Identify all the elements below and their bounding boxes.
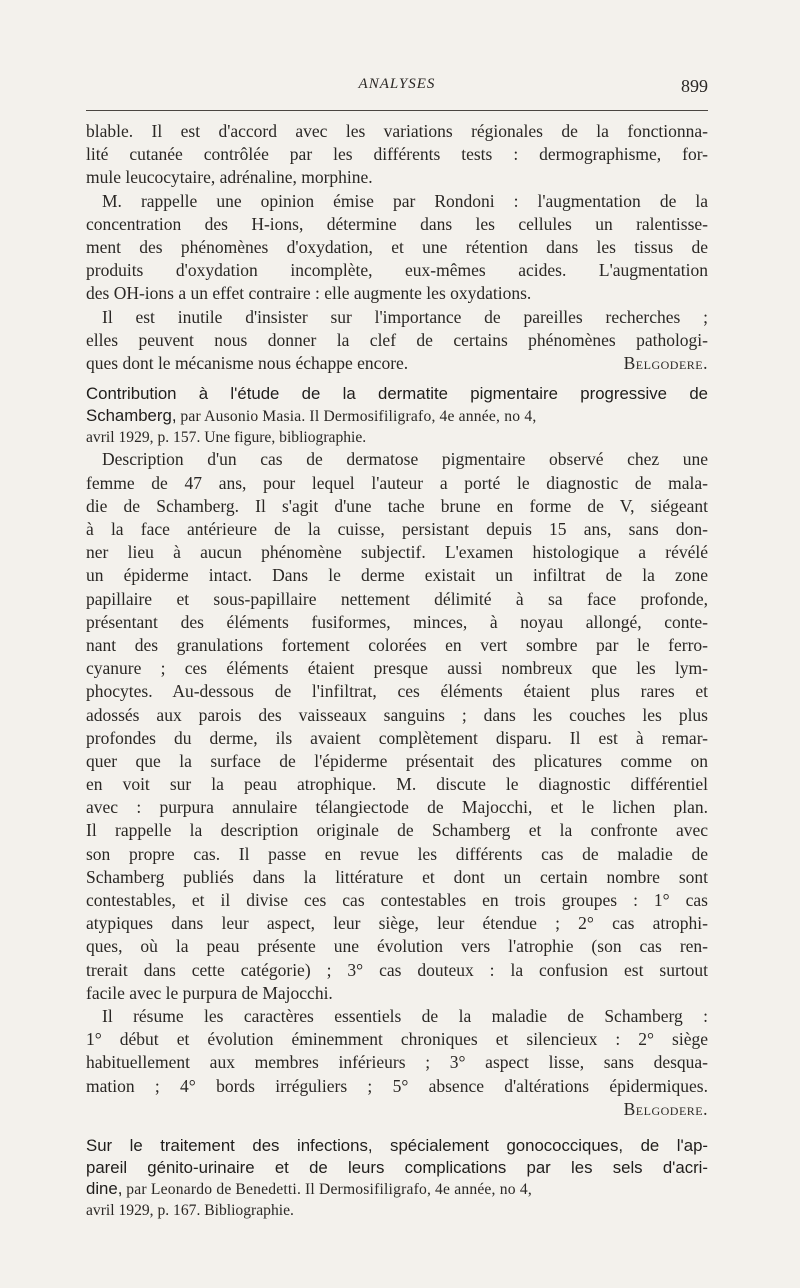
author-signature: Belgodere. [623, 1098, 708, 1119]
text-line: Il est inutile d'insister sur l'importance de pareilles recherches ; [102, 306, 708, 327]
text-line: blable. Il est d'accord avec les variations régionales de la fonctionna- [86, 121, 708, 141]
citation-journal: Il Dermosifiligrafo, [304, 1181, 432, 1199]
page-number: 899 [681, 76, 708, 96]
page-header [86, 76, 708, 102]
citation-line [86, 1178, 708, 1200]
text-line: M. rappelle une opinion émise par Rondoni : l'augmentation de la [102, 190, 708, 211]
citation-journal: Il Dermosifiligrafo, [309, 407, 436, 425]
text-line: die de Schamberg. Il s'agit d'une tache brune en forme de V, siégeant [86, 495, 708, 516]
citation-issue: 4e année, no 4, [439, 407, 537, 425]
text-line: Il rappelle la description originale de Schamberg et la confronte avec [86, 820, 708, 841]
article-title: Contribution à l'étude de la dermatite pigmentaire progressive de [86, 384, 708, 404]
text-line: des OH-ions a un effet contraire : elle augmente les oxydations. [86, 283, 532, 304]
text-line: mule leucocytaire, adrénaline, morphine. [86, 167, 373, 188]
text-line: trerait dans cette catégorie) ; 3° cas douteux : la confusion est surtout [86, 959, 708, 980]
text-line: concentration des H-ions, détermine dans les cellules un ralentisse- [86, 213, 708, 234]
page-body [86, 120, 708, 1222]
citation-issue: 4e année, no 4, [434, 1181, 532, 1199]
text-line: à la face antérieure de la cuisse, persistant depuis 15 ans, sans don- [86, 519, 708, 540]
text-line: présentant des éléments fusiformes, minces, à noyau allongé, conte- [86, 611, 708, 632]
text-line: facile avec le purpura de Majocchi. [86, 982, 333, 1003]
running-head: ANALYSES [358, 76, 436, 92]
article-title: dine, [86, 1179, 123, 1199]
text-line: atypiques dans leur aspect, leur siège, leur étendue ; 2° cas atrophi- [86, 913, 708, 934]
text-line: avec : purpura annulaire télangiectode de Majocchi, et le lichen plan. [86, 797, 708, 818]
text-line: 1° début et évolution éminemment chroniques et silencieux : 2° siège [86, 1029, 708, 1050]
text-line: Il résume les caractères essentiels de la maladie de Schamberg : [102, 1005, 708, 1026]
signature-line [86, 1098, 708, 1121]
article-schamberg [86, 383, 708, 1121]
header-rule [86, 110, 708, 111]
text-line: contestables, et il divise ces cas contestables en trois groupes : 1° cas [86, 890, 708, 911]
article-title: pareil génito-urinaire et de leurs complications par les sels d'acri- [86, 1157, 708, 1177]
text-line: papillaire et sous-papillaire nettement délimité à sa face profonde, [86, 588, 708, 609]
text-line: nant des granulations fortement colorées en vert sombre par le ferro- [86, 634, 708, 655]
article-title: Schamberg, [86, 405, 177, 425]
text-line: produits d'oxydation incomplète, eux-mêmes acides. L'augmentation [86, 260, 708, 281]
text-line: ner lieu à aucun phénomène subjectif. L'examen histologique a révélé [86, 542, 708, 563]
citation-author: Benedetti. [235, 1181, 302, 1199]
text-line: profondes du derme, ils avaient complètement disparu. Il est à remar- [86, 727, 708, 748]
citation-line: avril 1929, p. 157. Une figure, bibliographie. [86, 428, 367, 446]
text-line-with-signature [86, 352, 708, 375]
text-line: un épiderme intact. Dans le derme existait un infiltrat de la zone [86, 565, 708, 586]
text-line: Description d'un cas de dermatose pigmentaire observé chez une [102, 449, 708, 470]
citation-line [86, 405, 708, 427]
citation-line: avril 1929, p. 167. Bibliographie. [86, 1202, 294, 1220]
text-line: ques dont le mécanisme nous échappe encore. [86, 352, 409, 373]
text-line: en voit sur la peau atrophique. M. discute le diagnostic différentiel [86, 774, 708, 795]
text-line: femme de 47 ans, pour lequel l'auteur a porté le diagnostic de mala- [86, 472, 708, 493]
citation-author: Masia. [262, 407, 306, 425]
citation-by: par Ausonio [180, 407, 259, 425]
text-line: habituellement aux membres inférieurs ; 3° aspect lisse, sans desqua- [86, 1052, 708, 1073]
citation-by: par Leonardo de [126, 1181, 232, 1199]
text-line: Schamberg publiés dans la littérature et dont un certain nombre sont [86, 866, 708, 887]
text-line: ment des phénomènes d'oxydation, et une rétention dans les tissus de [86, 236, 708, 257]
text-line: cyanure ; ces éléments étaient presque aussi nombreux que les lym- [86, 658, 708, 679]
text-line: ques, où la peau présente une évolution vers l'atrophie (son cas ren- [86, 936, 708, 957]
article-acridine [86, 1135, 708, 1222]
author-signature: Belgodere. [623, 352, 708, 373]
text-line: lité cutanée contrôlée par les différents tests : dermographisme, for- [86, 144, 708, 165]
text-line: mation ; 4° bords irréguliers ; 5° absence d'altérations épidermiques. [86, 1075, 708, 1096]
article-title: Sur le traitement des infections, spécialement gonococciques, de l'ap- [86, 1135, 708, 1155]
text-line: quer que la surface de l'épiderme présentait des plicatures comme on [86, 750, 708, 771]
text-line: elles peuvent nous donner la clef de certains phénomènes pathologi- [86, 329, 708, 350]
article-continuation [86, 120, 708, 375]
text-line: phocytes. Au-dessous de l'infiltrat, ces éléments étaient plus rares et [86, 681, 708, 702]
text-line: adossés aux parois des vaisseaux sanguins ; dans les couches les plus [86, 704, 708, 725]
text-line: son propre cas. Il passe en revue les différents cas de maladie de [86, 843, 708, 864]
